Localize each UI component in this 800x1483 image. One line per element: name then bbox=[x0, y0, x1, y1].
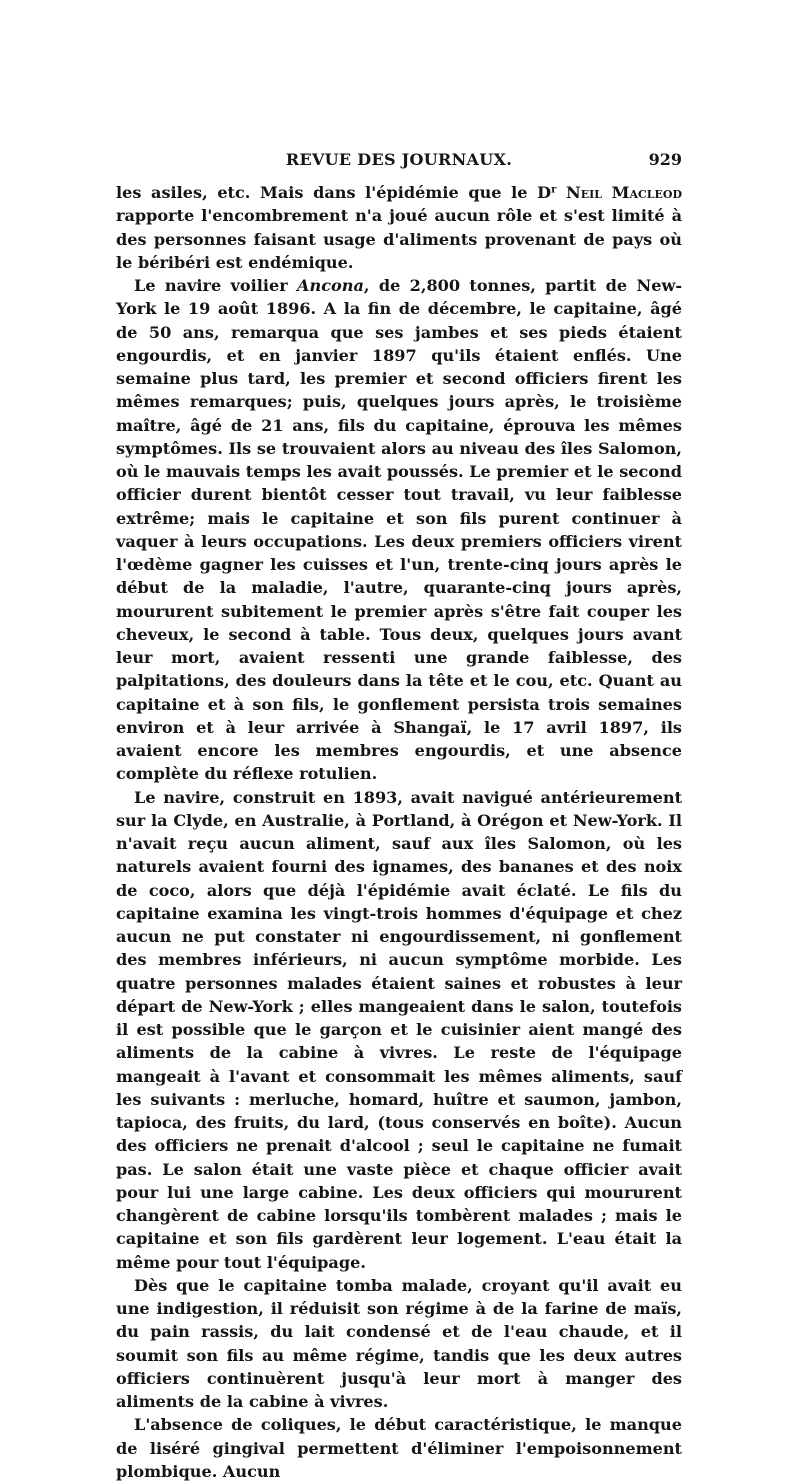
body-text bbox=[116, 181, 682, 1483]
page-number: 929 bbox=[648, 150, 682, 169]
paragraph-1 bbox=[116, 181, 682, 274]
paragraph-4: Dès que le capitaine tomba malade, croyant qu'il avait eu une indigestion, il réduisit son régime à de la farine de maïs, du pain rassis, du lait condensé et de l'eau chaude, et il soumit son fils au même régime, tandis que les deux autres officiers continuèrent jusqu'à leur mort à manger des aliments de la cabine à vivres. bbox=[116, 1275, 682, 1411]
paragraph-1-text-b: rapporte l'encombrement n'a joué aucun rôle et s'est limité à des personnes faisant usage d'aliments provenant de pays où le béribéri est endémique. bbox=[116, 206, 682, 272]
paragraph-1-text-a: les asiles, etc. Mais dans l'épidémie que le D bbox=[116, 183, 552, 202]
paragraph-3: Le navire, construit en 1893, avait navigué antérieurement sur la Clyde, en Australie, à Portland, à Orégon et New-York. Il n'avait reçu aucun aliment, sauf aux îles Salomon, où les naturels avaient fourni des ignames, des bananes et des noix de coco, alors que déjà l'épidémie avait éclaté. Le fils du capitaine examina les vingt-trois hommes d'équipage et chez aucun ne put constater ni engourdissement, ni gonflement des membres inférieurs, ni aucun symptôme morbide. Les quatre personnes malades étaient saines et robustes à leur départ de New-York ; elles mangeaient dans le salon, toutefois il est possible que le garçon et le cuisinier aient mangé des aliments de la cabine à vivres. Le reste de l'équipage mangeait à l'avant et consommait les mêmes aliments, sauf les suivants : merluche, homard, huître et saumon, jambon, tapioca, des fruits, du lard, (tous conservés en boîte). Aucun des officiers ne prenait d'alcool ; seul le capitaine ne fumait pas. Le salon était une vaste pièce et chaque officier avait pour lui une large cabine. Les deux officiers qui moururent changèrent de cabine lorsqu'ils tombèrent malades ; mais le capitaine et son fils gardèrent leur logement. L'eau était la même pour tout l'équipage. bbox=[116, 787, 682, 1272]
paragraph-2-text-b: , de 2,800 tonnes, partit de New-York le 19 août 1896. A la fin de décembre, le capitaine, âgé de 50 ans, remarqua que ses jambes et ses pieds étaient engourdis, et en janvier 1897 qu'ils étaient enflés. Une semaine plus tard, les premier et second officiers firent les mêmes remarques; puis, quelques jours après, le troisième maître, âgé de 21 ans, fils du capitaine, éprouva les mêmes symptômes. Ils se trouvaient alors au niveau des îles Salomon, où le mauvais temps les avait poussés. Le premier et le second officier durent bientôt cesser tout travail, vu leur faiblesse extrême; mais le capitaine et son fils purent continuer à vaquer à leurs occupations. Les deux premiers officiers virent l'œdème gagner les cuisses et l'un, trente-cinq jours après le début de la maladie, l'autre, quarante-cinq jours après, moururent subitement le premier après s'être fait couper les cheveux, le second à table. Tous deux, quelques jours avant leur mort, avaient ressenti une grande faiblesse, des palpitations, des douleurs dans la tête et le cou, etc. Quant au capitaine et à son fils, le gonflement persista trois semaines environ et à leur arrivée à Shangaï, le 17 avril 1897, ils avaient encore les membres engourdis, et une absence complète du réflexe rotulien. bbox=[116, 276, 682, 784]
running-head bbox=[116, 150, 682, 176]
ship-name: Ancona bbox=[297, 276, 364, 295]
running-title: REVUE DES JOURNAUX. bbox=[285, 150, 513, 169]
paragraph-2-text-a: Le navire voilier bbox=[134, 276, 298, 295]
paragraph-5: L'absence de coliques, le début caractéristique, le manque de liséré gingival permettent d'éliminer l'empoisonnement plombique. Aucun bbox=[116, 1415, 682, 1481]
doctor-abbrev-superscript: r bbox=[551, 184, 557, 196]
paragraph-2 bbox=[116, 274, 682, 786]
author-name: Neil Macleod bbox=[566, 183, 682, 202]
